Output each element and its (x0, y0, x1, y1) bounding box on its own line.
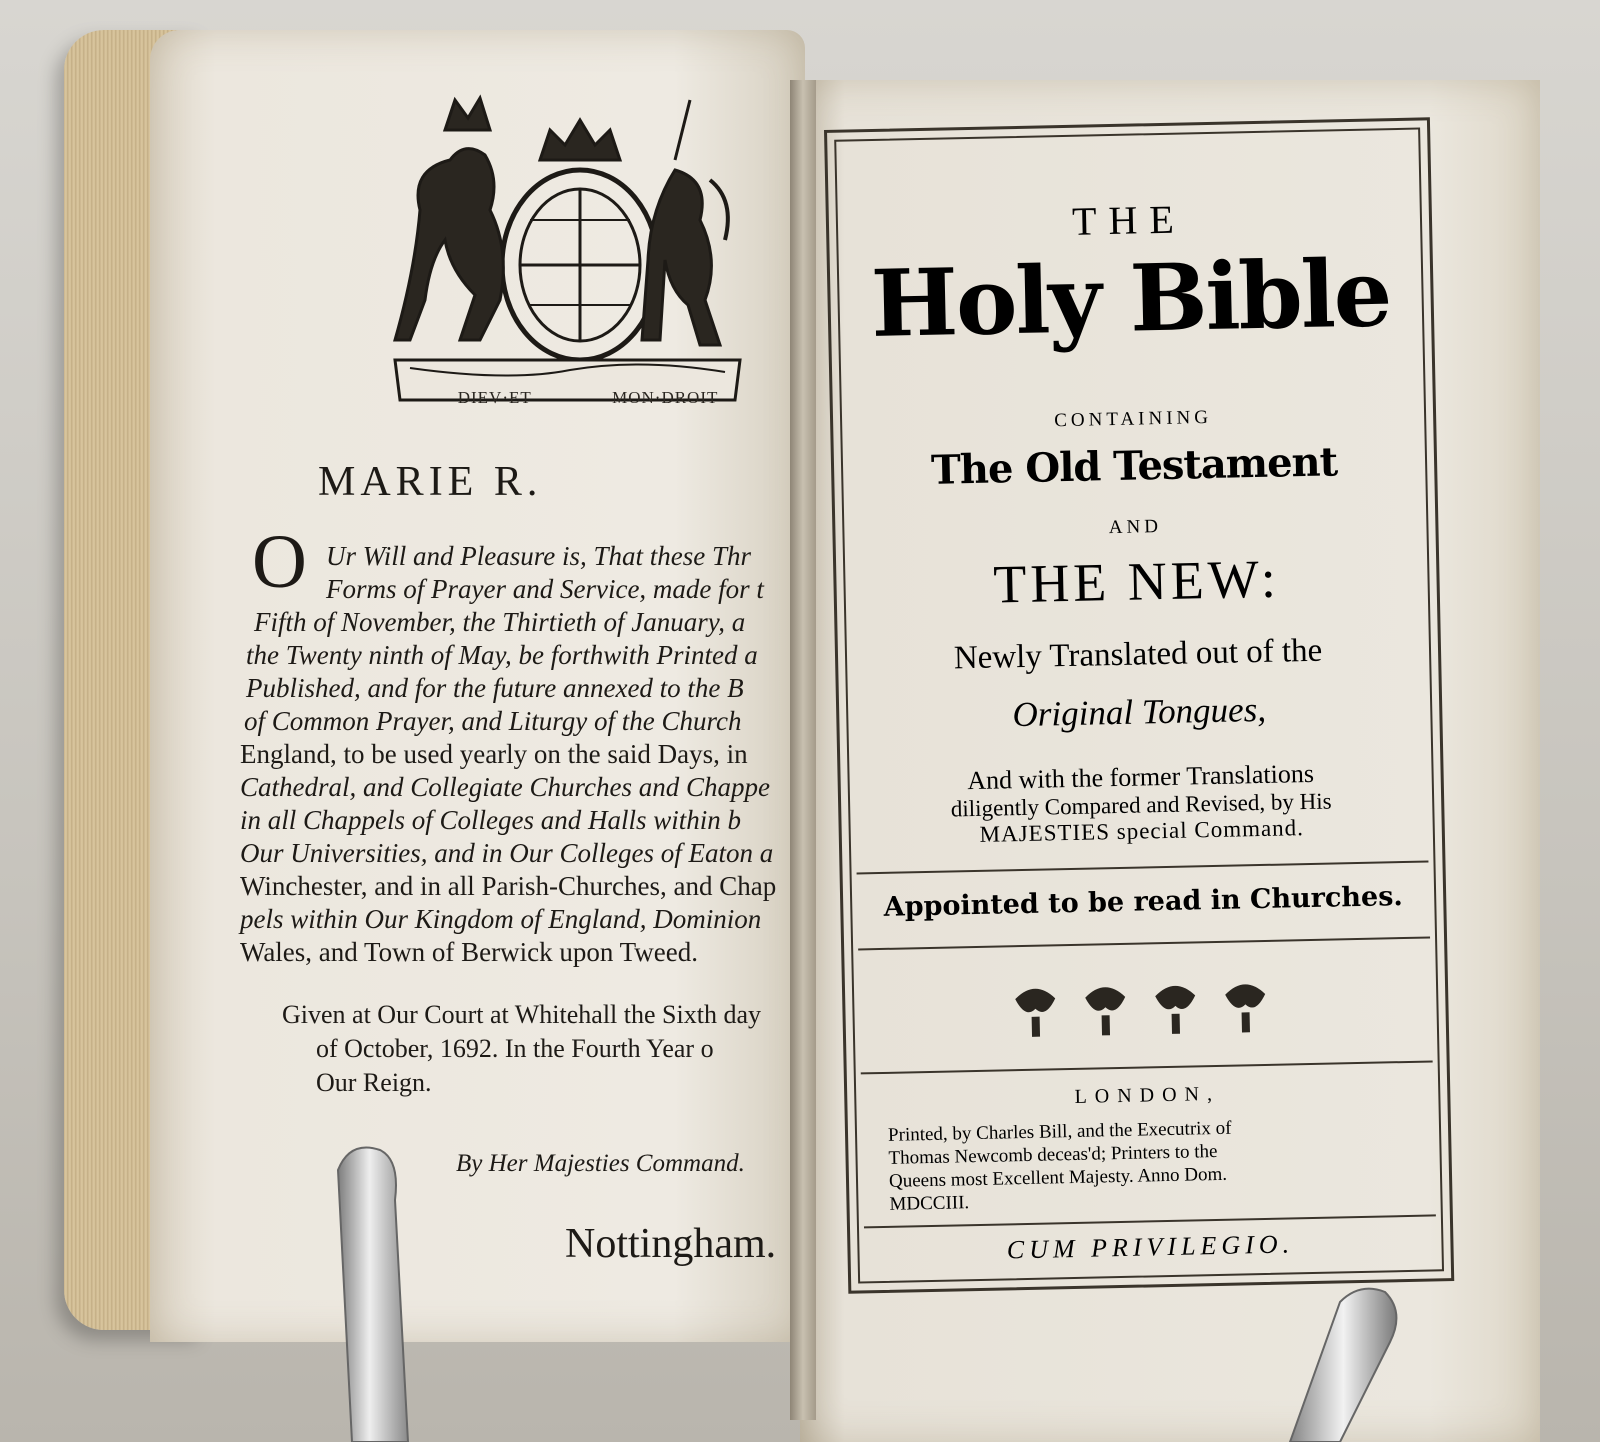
order-line: the Twenty ninth of May, be forthwith Printed a (246, 640, 758, 670)
order-line: Wales, and Town of Berwick upon Tweed. (240, 937, 698, 967)
containing-label: CONTAINING (1054, 406, 1213, 432)
given-line: of October, 1692. In the Fourth Year o (316, 1034, 714, 1063)
newly-translated-line: Newly Translated out of the (953, 632, 1323, 677)
order-line: Our Universities, and in Our Colleges of Eaton a (240, 838, 774, 868)
printed-line: Thomas Newcomb deceas'd; Printers to the (888, 1140, 1218, 1169)
order-line: Forms of Prayer and Service, made for t (326, 574, 764, 604)
the-new-line: THE NEW: (992, 548, 1281, 615)
given-line: Our Reign. (316, 1068, 432, 1097)
given-line: Given at Our Court at Whitehall the Sixth day (282, 1000, 761, 1029)
order-line: in all Chappels of Colleges and Halls within b (240, 805, 742, 835)
marie-heading: MARIE R. (318, 459, 543, 505)
order-line: Winchester, and in all Parish-Churches, and Chap (240, 871, 777, 901)
former-line: diligently Compared and Revised, by His (950, 788, 1332, 822)
motto-right: MON·DROIT (612, 388, 719, 407)
printed-line: MDCCIII. (889, 1192, 970, 1215)
motto-left: DIEV·ET (457, 388, 532, 407)
drop-cap: O (252, 520, 307, 604)
order-line: Ur Will and Pleasure is, That these Thr (326, 541, 752, 571)
london-line: LONDON, (1074, 1082, 1221, 1108)
and-label: AND (1108, 516, 1163, 539)
order-line: of Common Prayer, and Liturgy of the Church (244, 706, 742, 736)
book-gutter (790, 80, 816, 1420)
title-the: THE (1071, 196, 1187, 244)
former-line: MAJESTIES special Command. (979, 815, 1305, 847)
right-stand-prong (1280, 1282, 1420, 1442)
printers-ornament-icon (995, 973, 1296, 1049)
appointed-line: Appointed to be read in Churches. (883, 881, 1404, 923)
order-line: pels within Our Kingdom of England, Dominion (240, 904, 762, 934)
printed-line: Printed, by Charles Bill, and the Executrix of (887, 1117, 1232, 1146)
cum-privilegio-line: CUM PRIVILEGIO. (1006, 1229, 1295, 1265)
order-line: Fifth of November, the Thirtieth of January, a (254, 607, 746, 637)
order-line: Cathedral, and Collegiate Churches and Chappe (240, 772, 770, 802)
signature-nottingham: Nottingham. (565, 1221, 777, 1267)
title-holy-bible: Holy Bible (869, 239, 1392, 359)
left-stand-prong (290, 1140, 430, 1442)
title-page-frame (824, 117, 1454, 1293)
crest-motto (430, 388, 730, 416)
original-tongues-line: Original Tongues, (1012, 689, 1267, 735)
order-line: England, to be used yearly on the said Days, in (240, 739, 748, 769)
royal-coat-of-arms-icon (390, 90, 745, 420)
command-line: By Her Majesties Command. (456, 1150, 745, 1177)
printed-line: Queens most Excellent Majesty. Anno Dom. (888, 1163, 1228, 1192)
old-testament-line: The Old Testament (930, 438, 1338, 494)
former-line: And with the former Translations (967, 758, 1315, 796)
order-line: Published, and for the future annexed to the B (246, 673, 744, 703)
